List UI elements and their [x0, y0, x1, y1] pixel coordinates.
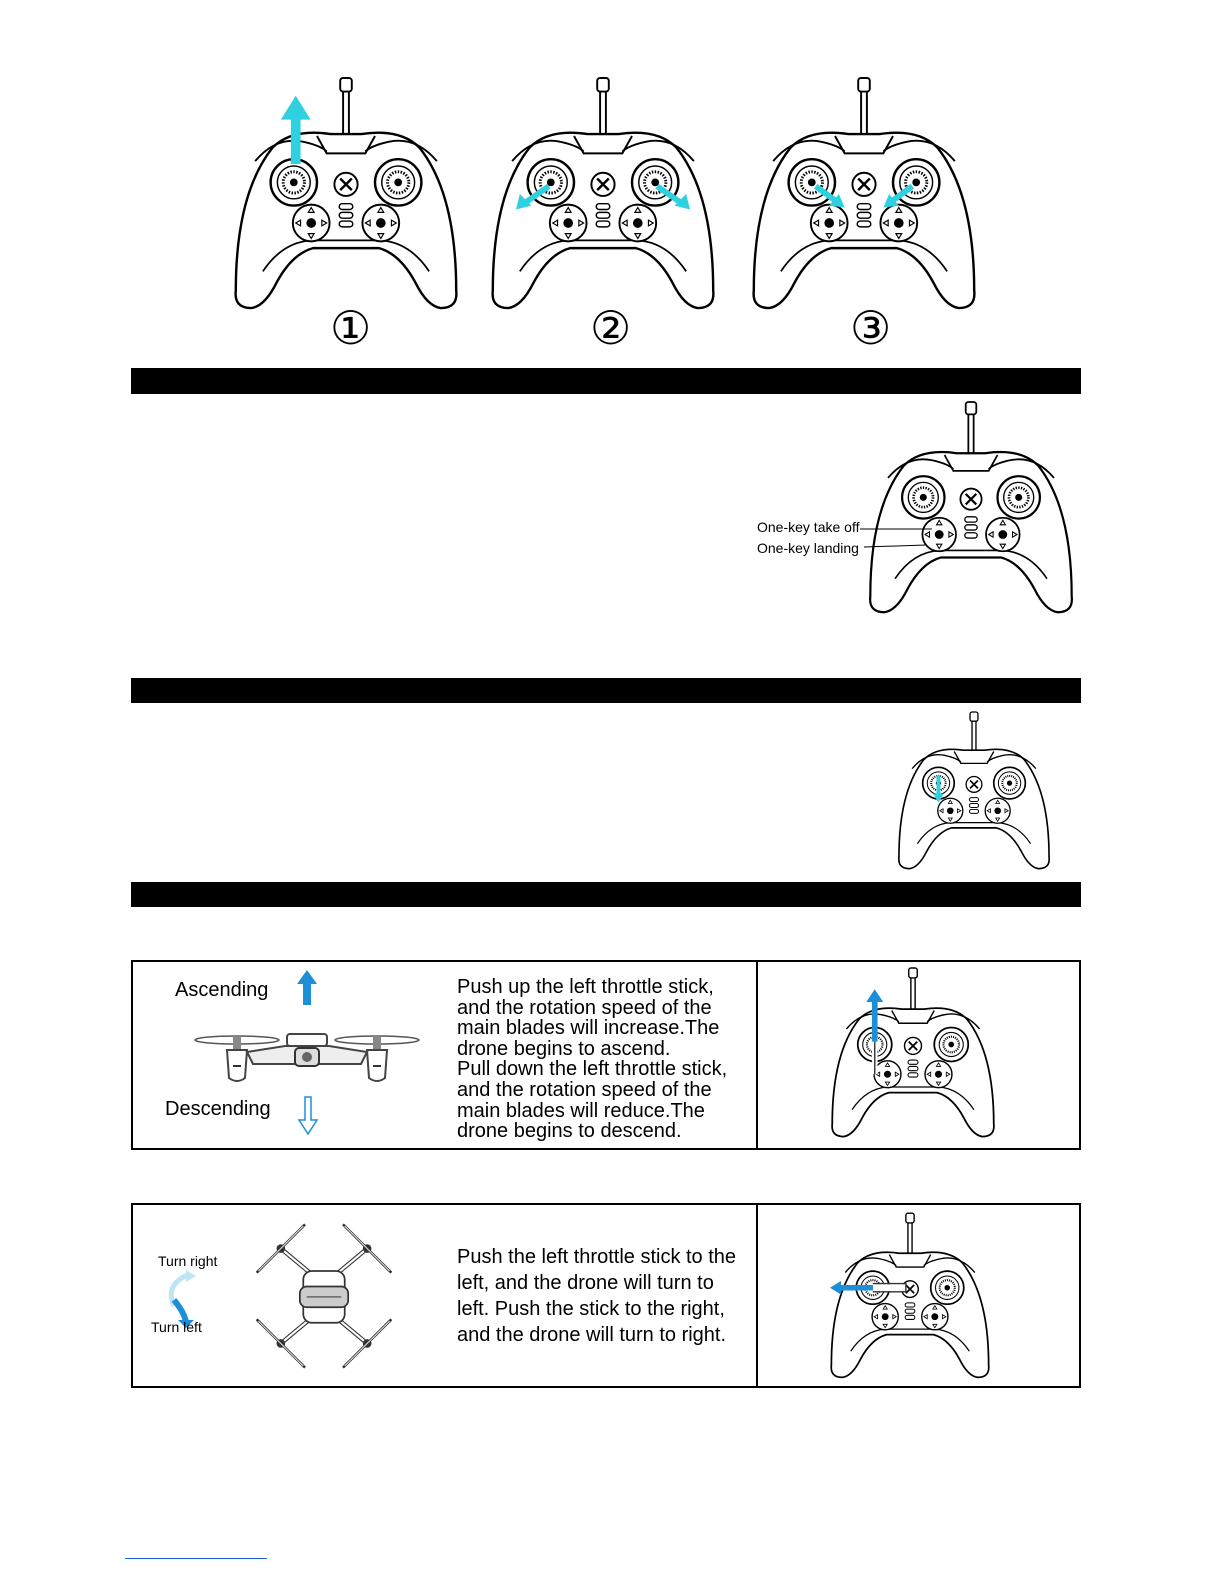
controller-throttle-up	[828, 968, 998, 1138]
ascend-line: drone begins to ascend.	[457, 1037, 671, 1060]
ascend-line: main blades will increase.The	[457, 1017, 720, 1040]
step-number-2: ②	[590, 301, 632, 355]
controller-step-2	[487, 78, 719, 310]
step-number-1: ①	[330, 301, 372, 355]
ascend-instructions	[457, 977, 727, 1142]
controller-step-1	[230, 78, 462, 310]
arrow-up-icon	[296, 970, 318, 1006]
step-number-3: ③	[850, 301, 892, 355]
descending-label: Descending	[165, 1098, 271, 1120]
one-key-landing-label: One-key landing	[757, 540, 859, 556]
ascending-label: Ascending	[175, 979, 269, 1001]
ascend-line: Pull down the left throttle stick,	[457, 1058, 728, 1081]
panel-divider	[756, 1203, 758, 1388]
section-header-bar	[131, 368, 1081, 394]
ascend-line: drone begins to descend.	[457, 1120, 682, 1143]
turn-instructions	[457, 1244, 736, 1348]
drone-top-image	[246, 1214, 402, 1378]
turn-left-label: Turn left	[151, 1319, 202, 1335]
rotate-arrow-icon	[160, 1270, 200, 1326]
turn-line: Push the left throttle stick to the	[457, 1246, 737, 1268]
footnote-rule	[125, 1558, 267, 1559]
label-leader-lines	[860, 520, 940, 560]
drone-front-image	[197, 1020, 417, 1090]
turn-right-label: Turn right	[158, 1253, 218, 1269]
controller-step-3	[748, 78, 980, 310]
turn-line: and the drone will turn to right.	[457, 1324, 727, 1346]
controller-small	[894, 712, 1054, 870]
ascend-line: Push up the left throttle stick,	[457, 976, 714, 998]
section-header-bar	[131, 678, 1081, 703]
turn-line: left, and the drone will turn to	[457, 1272, 714, 1294]
controller-throttle-left	[830, 1212, 990, 1380]
one-key-takeoff-label: One-key take off	[757, 519, 860, 535]
turn-line: left. Push the stick to the right,	[457, 1298, 725, 1320]
controller-one-key	[863, 402, 1079, 614]
panel-divider	[756, 960, 758, 1150]
ascend-line: and the rotation speed of the	[457, 1078, 712, 1101]
ascend-line: and the rotation speed of the	[457, 996, 712, 1019]
section-header-bar	[131, 882, 1081, 907]
ascend-line: main blades will reduce.The	[457, 1099, 705, 1122]
arrow-down-icon	[297, 1096, 319, 1136]
